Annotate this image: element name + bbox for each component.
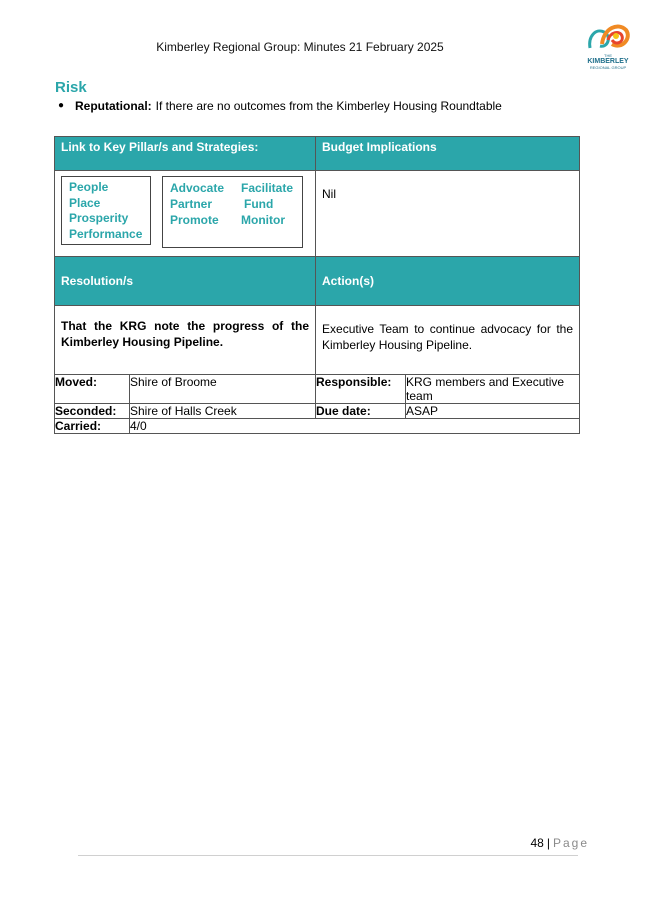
pillar-performance: Performance (69, 226, 143, 241)
action-header-cell (316, 257, 580, 306)
resolution-text: That the KRG note the progress of the Kimberley Housing Pipeline. (61, 319, 310, 349)
logo-text-kimberley: KIMBERLEY (587, 58, 629, 65)
moved-row (55, 375, 580, 404)
link-pillars-header-cell (55, 137, 316, 171)
moved-label: Moved: (55, 375, 130, 404)
seconded-value: Shire of Halls Creek (130, 404, 316, 419)
pillar-people: People (69, 180, 109, 194)
link-pillars-header: Link to Key Pillar/s and Strategies: (61, 140, 259, 154)
carried-row (55, 419, 580, 434)
risk-bullet (58, 99, 502, 113)
pillar-place: Place (69, 195, 101, 210)
strategy-promote: Promote (170, 213, 219, 227)
page-header-title: Kimberley Regional Group: Minutes 21 February 2025 (156, 40, 444, 54)
due-date-value: ASAP (406, 404, 580, 419)
seconded-label: Seconded: (55, 404, 130, 419)
strategy-monitor: Monitor (241, 213, 285, 227)
resolution-table (54, 136, 580, 434)
risk-heading: Risk (55, 79, 87, 96)
resolution-cell (55, 306, 316, 375)
risk-bullet-text: If there are no outcomes from the Kimberley Housing Roundtable (155, 99, 502, 113)
resolution-header: Resolution/s (61, 274, 134, 288)
page-number: 48 (530, 836, 544, 850)
budget-header-cell (316, 137, 580, 171)
seconded-row (55, 404, 580, 419)
action-text: Executive Team to continue advocacy for the Kimberley Housing Pipeline. (322, 322, 574, 352)
pillars-cell (55, 171, 316, 257)
key-pillars-box (61, 176, 151, 245)
resolution-header-row (55, 257, 580, 306)
carried-value: 4/0 (130, 419, 580, 434)
budget-header: Budget Implications (322, 140, 437, 154)
bullet-icon: ● (58, 100, 65, 111)
resolution-header-cell (55, 257, 316, 306)
strategy-fund: Fund (244, 197, 274, 211)
kimberley-logo (582, 18, 634, 74)
page-footer (530, 836, 589, 850)
action-header: Action(s) (322, 274, 375, 288)
kimberley-logo-mark-icon (582, 18, 634, 54)
footer-divider (78, 855, 578, 856)
page-separator: | (546, 836, 550, 850)
strategies-column-2 (241, 180, 293, 228)
logo-text-regional-group: REGIONAL GROUP (589, 65, 627, 70)
responsible-value: KRG members and Executive team (406, 375, 580, 404)
strategies-column-1 (170, 180, 224, 228)
table-header-row (55, 137, 580, 171)
resolution-row (55, 306, 580, 375)
strategy-facilitate: Facilitate (241, 181, 294, 195)
moved-value: Shire of Broome (130, 375, 316, 404)
budget-value: Nil (322, 187, 337, 201)
strategy-partner: Partner (170, 197, 213, 211)
carried-label: Carried: (55, 419, 130, 434)
budget-cell (316, 171, 580, 257)
risk-bullet-label: Reputational: (75, 99, 152, 113)
strategy-advocate: Advocate (170, 181, 225, 195)
action-cell (316, 306, 580, 375)
pillar-prosperity: Prosperity (69, 211, 129, 225)
page-word: Page (552, 836, 589, 850)
responsible-label: Responsible: (316, 375, 406, 404)
due-date-label: Due date: (316, 404, 406, 419)
logo-text-the: THE (604, 53, 612, 58)
strategies-box (162, 176, 303, 248)
pillars-row (55, 171, 580, 257)
